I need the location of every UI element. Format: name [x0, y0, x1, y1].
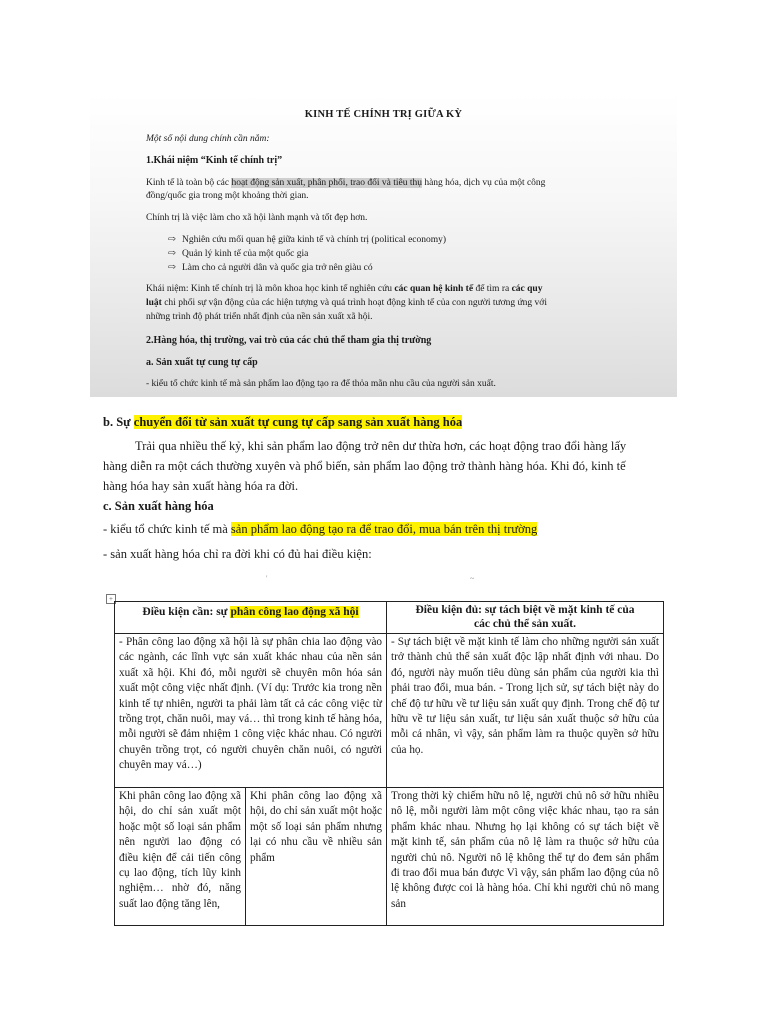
kinhte-line-2: đồng/quốc gia trong một khoảng thời gian.: [146, 191, 309, 201]
table-cell: - Phân công lao động xã hội là sự phân chia lao động vào các ngành, các lĩnh vực sản xuất khác nhau của nền sản xuất xã hội. Khi đó, mỗi người sẽ chuyên môn hóa sản xuất một công việc nhất định. (Ví dụ: Trước kia trong nền kinh tế tự nhiên, người ta phải làm tất cả các công việc từ trồng trọt, chăn nuôi, may vá… thì trong kinh tế hàng hóa, mỗi người sẽ đảm nhiệm 1 công việc khác nhau. Có người chuyên trồng trọt, có người chuyên chăn nuôi, có người chuyên may vá…): [119, 636, 382, 772]
text-run: để tìm ra: [473, 284, 512, 294]
scan-artifact: ': [266, 574, 268, 583]
text-run: b. Sự: [103, 415, 134, 429]
bullet-text: Làm cho cả người dân và quốc gia trở nên giàu có: [181, 263, 373, 273]
khainiem-line-1: [146, 283, 542, 296]
section-a-desc: - kiểu tổ chức kinh tế mà sản phẩm lao động tạo ra để thỏa mãn nhu cầu của người sản xuất.: [146, 379, 496, 389]
bullet-item: [168, 262, 373, 275]
subtitle: Một số nội dung chính cần nắm:: [146, 134, 270, 144]
scan-artifact: ~: [470, 574, 475, 583]
header-line: Điều kiện đủ: sự tách biệt về mặt kinh tế của: [415, 604, 635, 616]
scanned-page-top: [90, 93, 677, 397]
highlighted-text: phân công lao động xã hội: [230, 606, 359, 618]
bullet-item: [168, 248, 308, 261]
text-run: Điều kiện cần: sự: [142, 606, 231, 618]
header-cell-necessary: [115, 604, 386, 633]
section-c-line-1: [103, 522, 537, 537]
heading-2: 2.Hàng hóa, thị trường, vai trò của các chủ thể tham gia thị trường: [146, 335, 432, 346]
text-run: Kinh tế là toàn bộ các: [146, 178, 232, 188]
khainiem-line-2: [146, 297, 547, 310]
paragraph-b-line-1: Trải qua nhiều thế kỷ, khi sản phẩm lao động trở nên dư thừa hơn, các hoạt động trao đổi hàng lấy: [135, 439, 627, 453]
heading-1: 1.Khái niệm “Kinh tế chính trị”: [146, 155, 283, 166]
bold-text: các quan hệ kinh tế: [394, 284, 474, 294]
table-cell: Khi phân công lao động xã hội, do chỉ sản xuất một hoặc một số loại sản phẩm nên người lao động có điều kiện để cải tiến công cụ lao động, tích lũy kinh nghiệm… nhờ đó, năng suất lao động tăng lên,: [119, 790, 241, 910]
bullet-item: [168, 234, 446, 247]
paragraph-b-line-2: hàng diễn ra một cách thường xuyên và phổ biến, sản phẩm lao động trở thành hàng hóa. Khi đó, kinh tế: [103, 459, 626, 473]
text-run: - kiểu tổ chức kinh tế mà: [103, 522, 231, 536]
highlighted-text: sản phẩm lao động tạo ra để trao đổi, mua bán trên thị trường: [230, 522, 538, 536]
bold-text: các quy: [511, 284, 543, 294]
highlighted-text: chuyển đổi từ sản xuất tự cung tự cấp sang sản xuất hàng hóa: [133, 415, 463, 429]
khainiem-line-3: những trình độ phát triển nhất định của nền sản xuất xã hội.: [146, 312, 373, 322]
arrow-icon: ⇨: [168, 263, 176, 273]
conditions-table: [114, 601, 664, 926]
text-run: Khái niệm: Kinh tế chính trị là môn khoa học kinh tế nghiên cứu: [146, 284, 395, 294]
document-title: KINH TẾ CHÍNH TRỊ GIỮA KỲ: [304, 109, 463, 120]
heading-b: [103, 415, 462, 430]
bullet-text: Nghiên cứu mối quan hệ giữa kinh tế và chính trị (political economy): [181, 235, 447, 245]
section-c-line-2: - sản xuất hàng hóa chỉ ra đời khi có đủ hai điều kiện:: [103, 547, 372, 561]
paragraph-b-line-3: hàng hóa hay sản xuất hàng hóa ra đời.: [103, 479, 299, 493]
bullet-text: Quản lý kinh tế của một quốc gia: [181, 249, 309, 259]
chinhtri-line: Chính trị là việc làm cho xã hội lành mạnh và tốt đẹp hơn.: [146, 213, 368, 223]
heading-c: c. Sản xuất hàng hóa: [103, 499, 214, 513]
table-cell: Khi phân công lao động xã hội, do chỉ sản xuất một hoặc một số loại sản phẩm nhưng lại có nhu cầu về nhiều sản phẩm: [250, 790, 382, 864]
kinhte-line-1: [146, 177, 545, 190]
arrow-icon: ⇨: [168, 235, 176, 245]
arrow-icon: ⇨: [168, 249, 176, 259]
header-line: các chủ thể sản xuất.: [474, 618, 576, 630]
table-move-handle-icon[interactable]: +: [106, 594, 116, 604]
heading-2a: a. Sản xuất tự cung tự cấp: [146, 357, 258, 368]
table-cell: - Sự tách biệt về mặt kinh tế làm cho những người sản xuất trở thành chủ thể sản xuất độc lập nhất định với nhau. Do đó, người này muốn tiêu dùng sản phẩm của người kia thì phải trao đổi, mua bán. - Trong lịch sử, sự tách biệt này do chế độ tư hữu về tư liệu sản xuất quy định. Trong chế độ tư hữu về tư liệu sản xuất, tư liệu sản xuất thuộc sở hữu của mỗi cá nhân, vì vậy, sản phẩm làm ra thuộc quyền sở hữu của họ.: [391, 636, 659, 756]
text-run: chi phối sự vận động của các hiện tượng và quá trình hoạt động kinh tế của con người tương ứng với: [161, 298, 547, 308]
table-cell: Trong thời kỳ chiếm hữu nô lệ, người chủ nô sở hữu nhiều nô lệ, mỗi người làm một công việc khác nhau, tạo ra sản phẩm khác nhau. Nhưng họ lại không có sự tách biệt về mặt kinh tế, sản phẩm của nô lệ làm ra thuộc sở hữu của người chủ nô. Người nô lệ không thể tự do đem sản phẩm đi trao đổi mua bán được Vì vậy, sản phẩm lao động của nô lệ không được coi là hàng hóa. Chỉ khi người chủ nô mang sản: [391, 790, 659, 910]
bold-text: luật: [146, 298, 162, 308]
text-run: hàng hóa, dịch vụ của một công: [421, 178, 546, 188]
highlighted-text: hoạt động sản xuất, phân phối, trao đổi và tiêu thụ: [231, 178, 422, 188]
header-cell-sufficient: [387, 602, 663, 633]
